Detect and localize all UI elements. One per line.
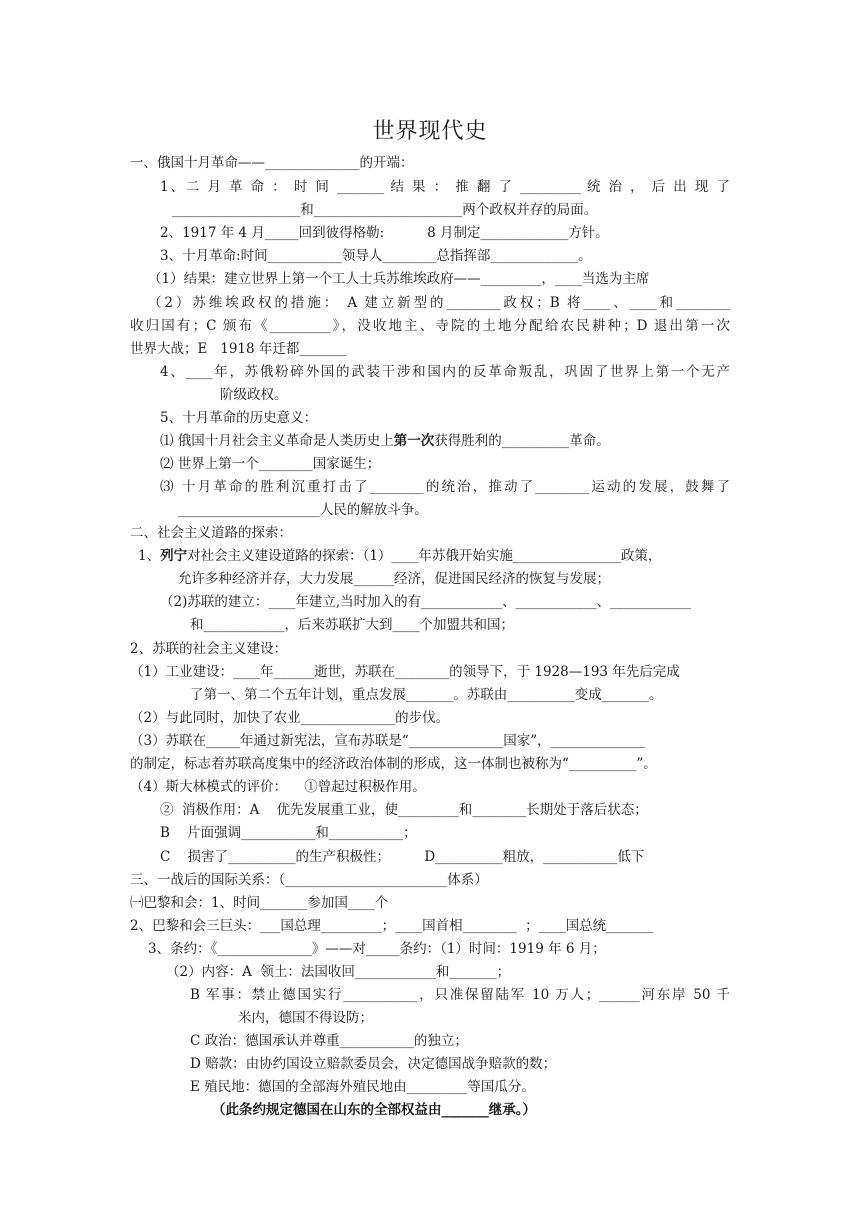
line-content-territory: （2）内容：A 领土：法国收回____________和_______； (166, 964, 511, 980)
line-lenin-2: 允许多种经济并存，大力发展______经济，促进国民经济的恢复与发展； (178, 571, 610, 587)
page-title: 世界现代史 (372, 119, 488, 144)
line-content-politics: C 政治：德国承认并尊重___________的独立； (190, 1033, 468, 1049)
line-lenin (138, 547, 661, 565)
line-industry: （1）工业建设：____年______逝世，苏联在________的领导下，于 1928—193 年先后完成 (130, 664, 680, 680)
line-measures-2: 收归国有；C 颁布《_________》，没收地主、寺院的土地分配给农民耕种；D 退出第一次 (130, 318, 730, 334)
line-negative-b: B 片面强调___________和___________； (160, 825, 417, 841)
lenin-prefix: 1、 (138, 548, 161, 564)
significance-1-a: ⑴ 俄国十月社会主义革命是人类历史上 (160, 433, 394, 449)
significance-1-bold: 第一次 (393, 433, 435, 449)
section-3-heading: 三、一战后的国际关系：（________________________体系） (130, 872, 488, 888)
line-content-reparations: D 赔款：由协约国设立赔款委员会，决定德国战争赔款的数； (190, 1056, 557, 1072)
line-october-revolution: 3、十月革命:时间___________领导人________总指挥部_____________。 (160, 248, 592, 264)
line-ussr-founding: （2)苏联的建立：____年建立,当时加入的有____________、____________、____________ (160, 594, 692, 610)
lenin-bold: 列宁 (160, 548, 188, 564)
line-big-three: 2、巴黎和会三巨头：___国总理_________；____国首相________ ；____国总统_______ (130, 918, 654, 934)
line-content-colonies: E 殖民地：德国的全部海外殖民地由_________等国瓜分。 (190, 1079, 535, 1095)
line-industry-2: 了第一、第二个五年计划，重点发展_______。苏联由__________变成_______。 (190, 687, 663, 703)
line-significance-3: ⑶ 十月革命的胜利沉重打击了________的统治，推动了________运动的发展，鼓舞了 (160, 479, 730, 495)
line-anti-intervention-2: 阶级政权。 (220, 387, 288, 403)
line-measures-3: 世界大战；E 1918 年迁都_______ (130, 341, 347, 357)
line-dual-power: ___________________和______________________两个政权并存的局面。 (172, 202, 598, 218)
line-constitution: （3）苏联在_____年通过新宪法，宣布苏联是“______________国家”，______________ (130, 733, 646, 749)
line-ussr-construction: 2、苏联的社会主义建设： (130, 641, 288, 657)
line-negative-c: C 损害了__________的生产积极性； D__________粗放，___________低下 (160, 849, 645, 865)
line-negative-a: ② 消极作用：A 优先发展重工业，使_________和________长期处于落后状态； (160, 802, 648, 818)
line-shandong-note: （此条约规定德国在山东的全部权益由_______继承。） (212, 1102, 536, 1118)
line-content-military: B 军事：禁止德国实行___________，只准保留陆军 10 万人；______河东岸 50 千 (190, 987, 730, 1003)
line-significance-2: ⑵ 世界上第一个________国家诞生； (160, 456, 381, 472)
section-2-heading: 二、社会主义道路的探索： (130, 525, 292, 541)
line-treaty: 3、条约：《______________》——对_____条约：（1）时间：1919 年 6 月； (148, 941, 606, 957)
line-measures: （2）苏维埃政权的措施： A 建立新型的________政权；B 将____、____和________ (148, 295, 730, 311)
line-content-military-2: 米内，德国不得设防； (238, 1010, 373, 1026)
line-paris-conference: ㈠巴黎和会：1、时间_______参加国____个 (130, 895, 389, 911)
line-result: （1）结果：建立世界上第一个工人士兵苏维埃政府——_________，____当选为主席 (148, 271, 650, 287)
line-significance-heading: 5、十月革命的历史意义： (160, 410, 318, 426)
section-1-heading: 一、俄国十月革命——______________的开端： (130, 155, 414, 171)
line-ussr-founding-2: 和____________，后来苏联扩大到____个加盟共和国； (190, 617, 514, 633)
line-stalin-model: （4）斯大林模式的评价： ①曾起过积极作用。 (130, 779, 426, 795)
line-1917-april: 2、1917 年 4 月_____回到彼得格勒: 8 月制定_____________方针。 (160, 225, 609, 241)
significance-1-c: 获得胜利的__________革命。 (434, 433, 610, 449)
line-constitution-2: 的制定，标志着苏联高度集中的经济政治体制的形成，这一体制也被称为“__________”。 (130, 756, 657, 772)
line-significance-1 (160, 432, 610, 450)
line-anti-intervention: 4、____年，苏俄粉碎外国的武装干涉和国内的反革命叛乱，巩固了世界上第一个无产 (160, 364, 730, 380)
line-agriculture: （2）与此同时，加快了农业______________的步伐。 (130, 710, 450, 726)
line-significance-3b: _____________________人民的解放斗争。 (178, 502, 428, 518)
lenin-rest: 对社会主义建设道路的探索：（1）____年苏俄开始实施________________政策， (187, 548, 662, 564)
line-feb-revolution: 1、二 月 革 命 ： 时 间 _______ 结 果 ： 推 翻 了 _________ 统 治 ， 后 出 现 了 (160, 179, 730, 195)
